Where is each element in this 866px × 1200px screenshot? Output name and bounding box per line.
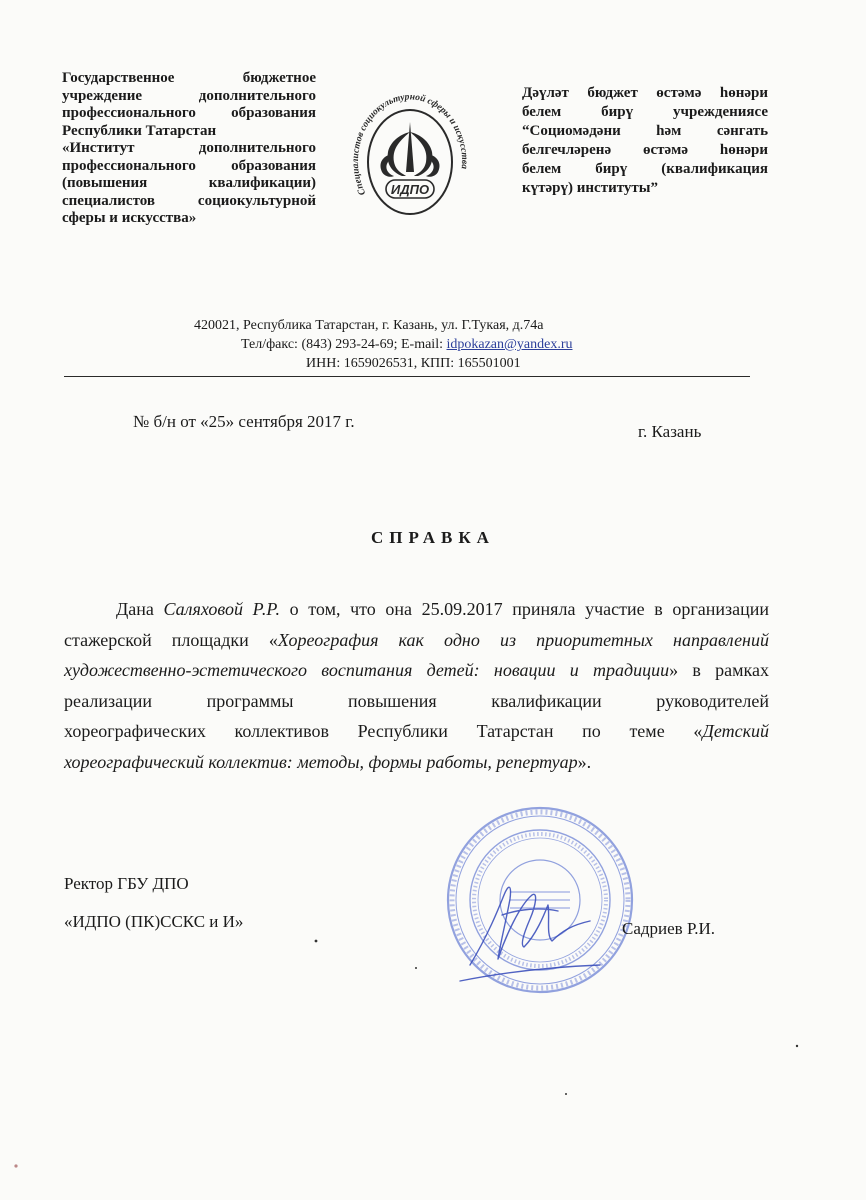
signer-name: Садриев Р.И. xyxy=(622,919,716,938)
document-body xyxy=(64,594,769,777)
org-ru-line: сферы и искусства» xyxy=(62,210,197,226)
body-line: хореографический коллектив: методы, формы работы, репертуар». xyxy=(64,751,592,772)
body-line: реализации программы повышения квалификации руководителей xyxy=(64,690,769,711)
org-tt-line: күтәрү) институты” xyxy=(522,180,658,196)
header-divider xyxy=(64,376,750,377)
org-ru-line: профессионального образования xyxy=(62,105,316,121)
document-reference: № б/н от «25» сентября 2017 г. xyxy=(133,412,355,431)
body-line: хореографических коллективов Республики Татарстан по теме «Детский xyxy=(64,721,769,741)
org-ru-line: Республики Татарстан xyxy=(62,122,217,139)
org-tt-line: белем бирү (квалификация xyxy=(522,161,768,177)
handwritten-signature-icon xyxy=(440,855,610,995)
email-link[interactable]: idpokazan@yandex.ru xyxy=(446,337,573,352)
org-tt-line: Дәүләт бюджет өстәмә һөнәри xyxy=(522,85,768,101)
org-ru-line: профессионального образования xyxy=(62,157,316,174)
document-city: г. Казань xyxy=(638,422,702,441)
org-ru-line: учреждение дополнительного xyxy=(62,87,316,104)
logo-emblem-icon xyxy=(380,122,439,177)
logo-ring-text: Специалистов социокультурной сферы и искусства xyxy=(350,92,470,197)
org-ru-line: (повышения квалификации) xyxy=(62,175,316,191)
org-name-tatar xyxy=(522,84,768,198)
signer-role-line2: «ИДПО (ПК)ССКС и И» xyxy=(64,912,244,931)
document-title: СПРАВКА xyxy=(371,528,495,547)
org-tt-line: белгечләренә өстәмә һөнәри xyxy=(522,142,768,158)
inn-kpp-line: ИНН: 1659026531, КПП: 165501001 xyxy=(306,356,521,371)
phone-email-line xyxy=(0,336,866,354)
logo-abbr: ИДПО xyxy=(390,182,430,197)
org-name-russian xyxy=(62,70,316,228)
org-ru-line: «Институт дополнительного xyxy=(62,140,316,156)
org-tt-line: белем бирү учреждениясе xyxy=(522,104,768,120)
phone-text: Тел/факс: (843) 293-24-69; E-mail: xyxy=(241,337,447,352)
org-ru-line: специалистов социокультурной xyxy=(62,192,316,209)
org-tt-line: “Социомәдәни һәм сәнгать xyxy=(522,123,768,139)
body-line: стажерской площадки «Хореография как одно из приоритетных направлений xyxy=(64,629,769,650)
institute-logo xyxy=(348,80,472,244)
signer-role-line1: Ректор ГБУ ДПО xyxy=(64,874,189,893)
org-ru-line: Государственное бюджетное xyxy=(62,70,316,86)
address-line: 420021, Республика Татарстан, г. Казань, ул. Г.Тукая, д.74а xyxy=(194,318,544,333)
person-name: Саляховой Р.Р. xyxy=(163,599,281,619)
body-line: художественно-эстетического воспитания детей: новации и традиции» в рамках xyxy=(64,660,770,680)
body-line: Дана Саляховой Р.Р. о том, что она 25.09.2017 приняла участие в организации xyxy=(116,599,769,619)
